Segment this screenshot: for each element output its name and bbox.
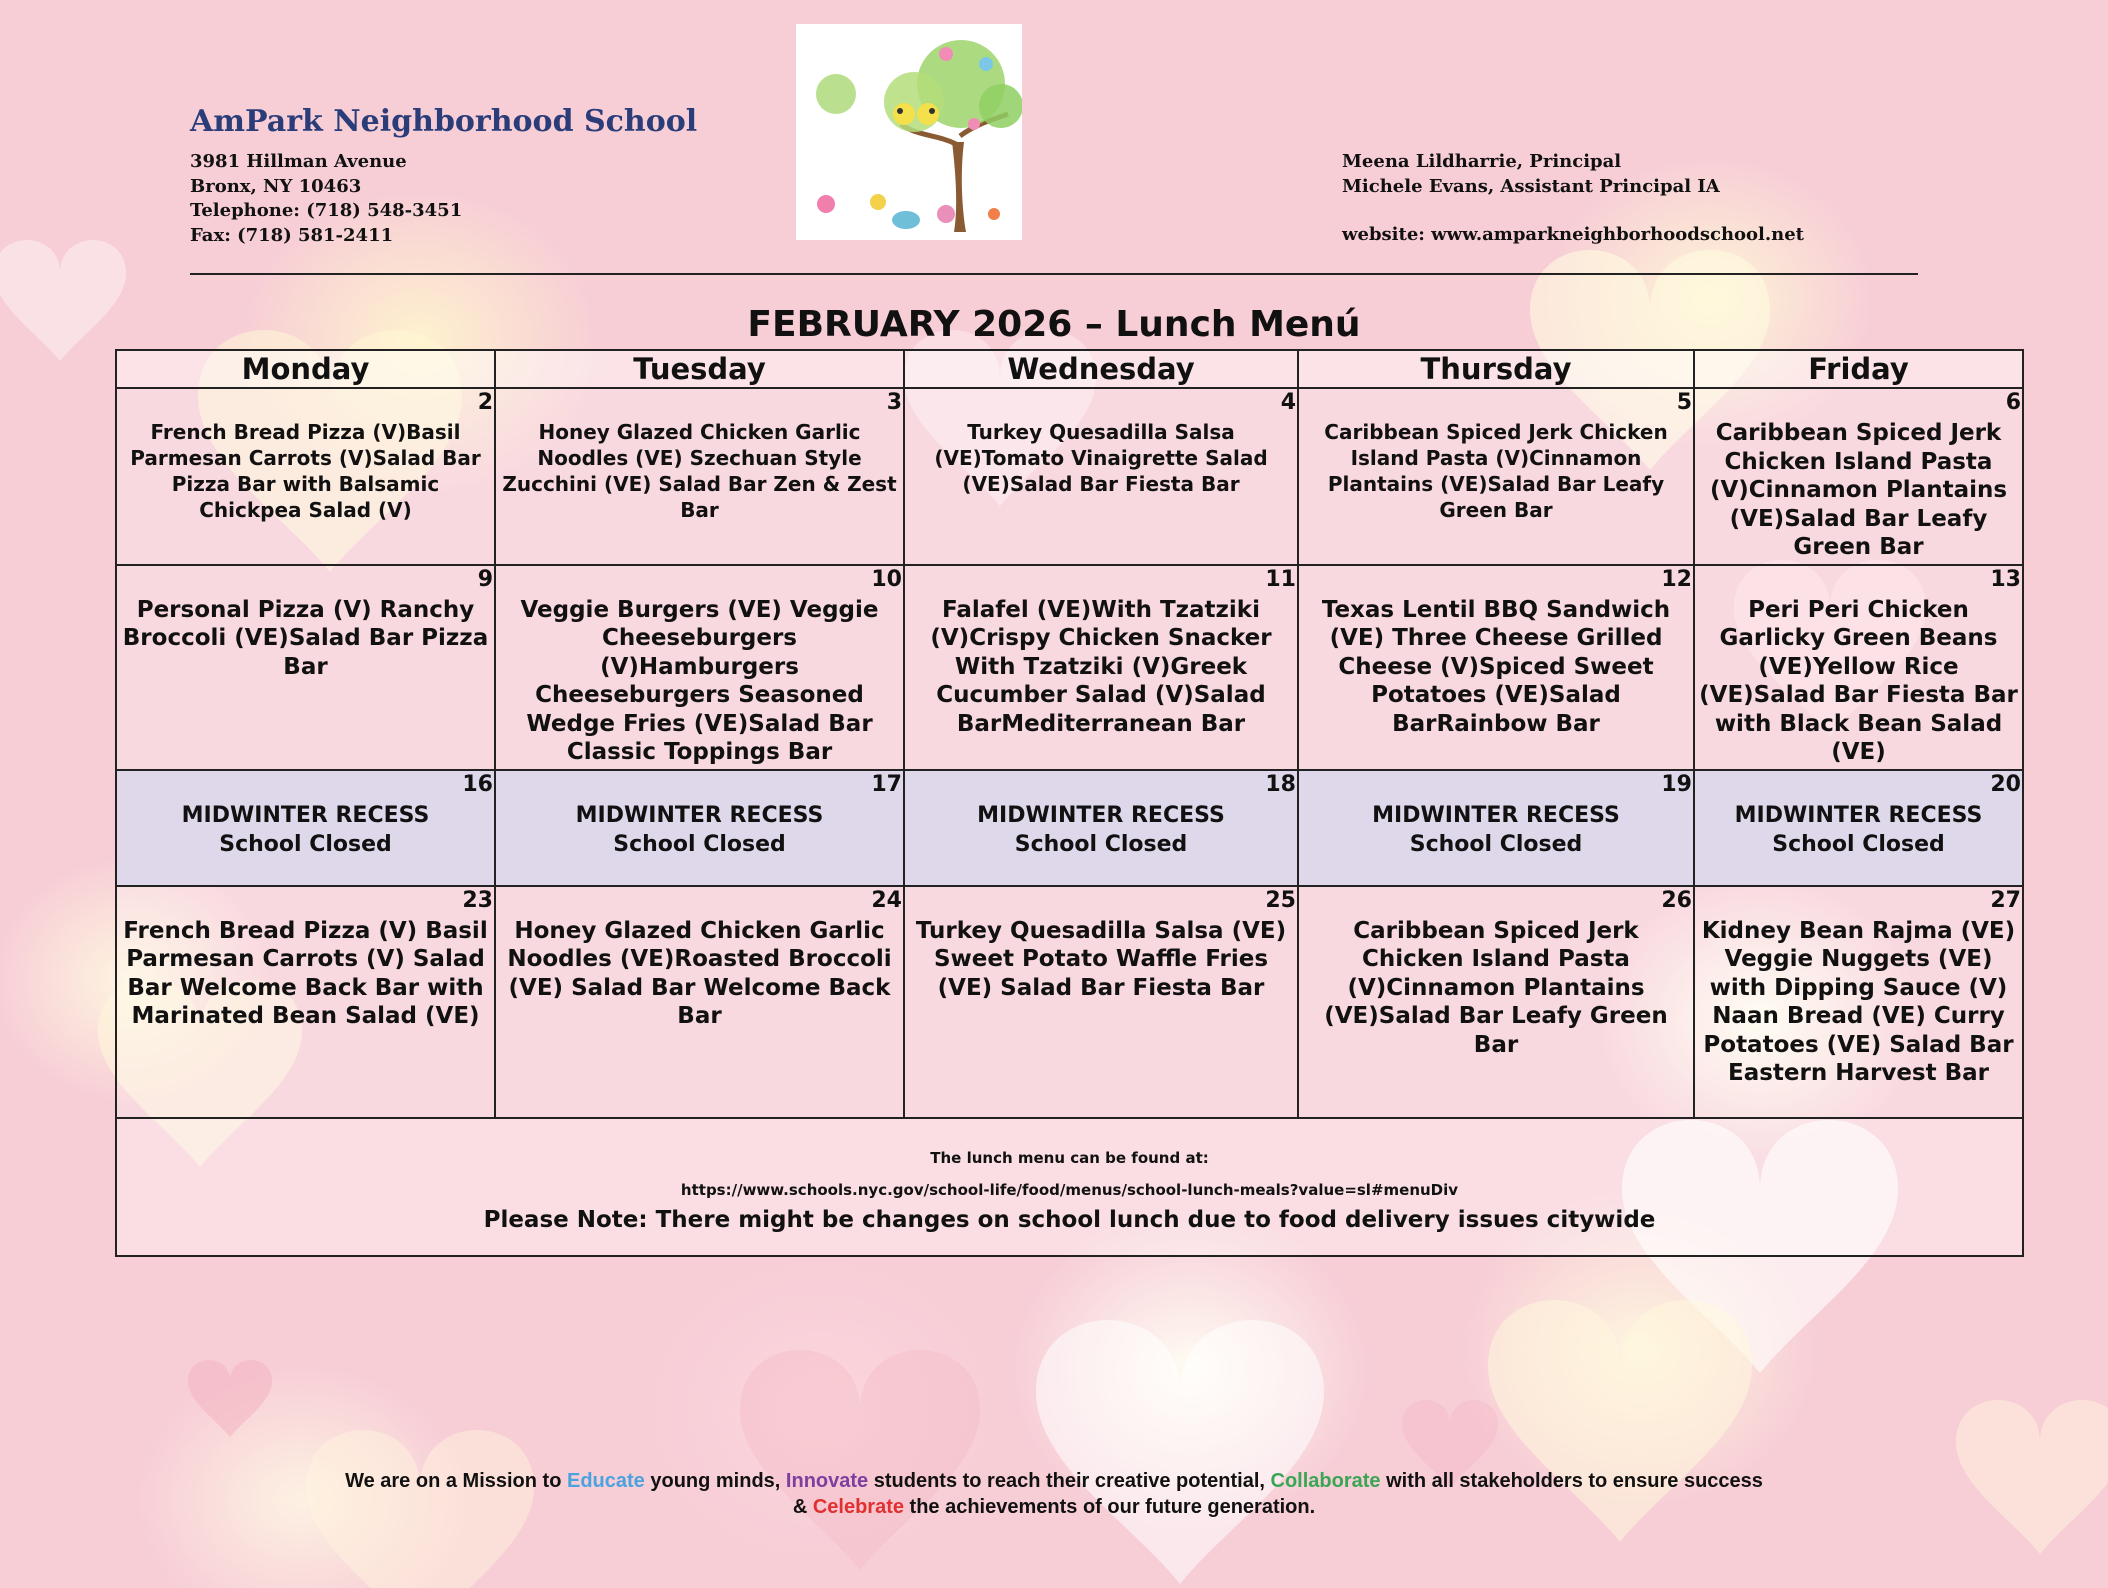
day-cell — [1298, 770, 1694, 886]
day-cell — [495, 388, 904, 565]
mission-innovate: Innovate — [785, 1470, 869, 1492]
mission-educate: Educate — [566, 1470, 645, 1492]
staff-info — [1342, 150, 1804, 248]
closed-label: School Closed — [1014, 831, 1188, 857]
day-cell — [1694, 565, 2023, 770]
mission-celebrate: Celebrate — [812, 1496, 904, 1518]
recess-label: MIDWINTER RECESS — [575, 802, 824, 828]
mission-text: students to reach their creative potential, — [868, 1470, 1271, 1492]
menu-text: Veggie Burgers (VE) Veggie Cheeseburgers (V)Hamburgers Cheeseburgers Seasoned Wedge Fries (VE)Salad Bar Classic Toppings Bar — [520, 596, 879, 765]
menu-text: Peri Peri Chicken Garlicky Green Beans (VE)Yellow Rice (VE)Salad Bar Fiesta Bar with Black Bean Salad (VE) — [1699, 596, 2018, 765]
day-cell — [116, 388, 495, 565]
week-row — [116, 565, 2023, 770]
day-number: 25 — [1265, 887, 1296, 913]
day-number: 6 — [2005, 390, 2021, 415]
day-number: 24 — [871, 887, 902, 913]
week-row — [116, 886, 2023, 1118]
day-cell — [116, 770, 495, 886]
day-cell — [1298, 886, 1694, 1118]
school-name: AmPark Neighborhood School — [190, 104, 698, 139]
recess-label: MIDWINTER RECESS — [1734, 802, 1983, 828]
day-cell — [495, 565, 904, 770]
telephone: Telephone: (718) 548-3451 — [190, 200, 463, 221]
footer-text: The lunch menu can be found at: — [930, 1148, 1209, 1167]
day-cell — [1694, 770, 2023, 886]
day-cell — [904, 770, 1298, 886]
recess-row — [116, 770, 2023, 886]
menu-text: French Bread Pizza (V)Basil Parmesan Carrots (V)Salad Bar Pizza Bar with Balsamic Chickpea Salad (V) — [130, 420, 481, 522]
day-cell — [1298, 565, 1694, 770]
menu-text: Turkey Quesadilla Salsa (VE) Sweet Potato Waffle Fries (VE) Salad Bar Fiesta Bar — [915, 917, 1287, 1001]
day-cell — [116, 565, 495, 770]
website: website: www.amparkneighborhoodschool.net — [1342, 224, 1804, 245]
day-number: 17 — [871, 771, 902, 797]
day-header: Thursday — [1298, 350, 1694, 388]
day-cell — [904, 388, 1298, 565]
day-number: 26 — [1661, 887, 1692, 913]
day-header: Monday — [116, 350, 495, 388]
footer-cell — [116, 1118, 2023, 1256]
assistant-principal: Michele Evans, Assistant Principal IA — [1342, 175, 1720, 197]
delivery-note: Please Note: There might be changes on school lunch due to food delivery issues citywide — [483, 1206, 1656, 1233]
day-number: 19 — [1661, 771, 1692, 797]
footer-row — [116, 1118, 2023, 1256]
owl-tree-icon — [796, 24, 1022, 240]
day-number: 2 — [477, 390, 493, 415]
day-number: 16 — [462, 771, 493, 797]
recess-label: MIDWINTER RECESS — [1372, 802, 1620, 828]
day-number: 5 — [1676, 390, 1692, 415]
menu-text: Falafel (VE)With Tzatziki (V)Crispy Chicken Snacker With Tzatziki (V)Greek Cucumber Salad (V)Salad BarMediterranean Bar — [930, 596, 1272, 737]
menu-text: Personal Pizza (V) Ranchy Broccoli (VE)Salad Bar Pizza Bar — [122, 596, 489, 680]
closed-label: School Closed — [1409, 831, 1583, 857]
day-number: 27 — [1990, 887, 2021, 913]
header-divider — [190, 273, 1918, 275]
recess-label: MIDWINTER RECESS — [181, 802, 430, 828]
mission-collaborate: Collaborate — [1270, 1470, 1381, 1492]
day-number: 23 — [462, 887, 493, 913]
week-row — [116, 388, 2023, 565]
school-address — [190, 150, 462, 248]
menu-text: Caribbean Spiced Jerk Chicken Island Pasta (V)Cinnamon Plantains (VE)Salad Bar Leafy Green Bar — [1324, 420, 1668, 522]
day-cell — [495, 770, 904, 886]
day-number: 18 — [1265, 771, 1296, 797]
page-title: FEBRUARY 2026 – Lunch Menú — [747, 304, 1361, 345]
mission-text: & — [792, 1496, 813, 1518]
menu-text: Kidney Bean Rajma (VE) Veggie Nuggets (VE) with Dipping Sauce (V) Naan Bread (VE) Curry Potatoes (VE) Salad Bar Eastern Harvest Bar — [1701, 917, 2016, 1086]
day-cell — [904, 886, 1298, 1118]
mission-text: We are on a Mission to — [345, 1470, 567, 1492]
menu-url-link[interactable]: https://www.schools.nyc.gov/school-life/food/menus/school-lunch-meals?value=sl#menuDiv — [680, 1180, 1459, 1199]
day-cell — [495, 886, 904, 1118]
lunch-calendar — [115, 349, 2024, 1257]
day-number: 13 — [1990, 566, 2021, 592]
mission-text: with all stakeholders to ensure success — [1380, 1470, 1763, 1492]
recess-label: MIDWINTER RECESS — [977, 802, 1225, 828]
day-header: Wednesday — [904, 350, 1298, 388]
day-cell — [1298, 388, 1694, 565]
menu-text: Honey Glazed Chicken Garlic Noodles (VE)Roasted Broccoli (VE) Salad Bar Welcome Back Bar — [507, 917, 892, 1029]
day-cell — [116, 886, 495, 1118]
menu-text: Texas Lentil BBQ Sandwich (VE) Three Cheese Grilled Cheese (V)Spiced Sweet Potatoes (VE)Salad BarRainbow Bar — [1321, 596, 1671, 737]
fax: Fax: (718) 581-2411 — [190, 224, 394, 246]
day-number: 3 — [886, 390, 902, 415]
day-number: 9 — [477, 566, 493, 592]
day-number: 10 — [871, 566, 902, 592]
day-header: Tuesday — [495, 350, 904, 388]
menu-text: French Bread Pizza (V) Basil Parmesan Carrots (V) Salad Bar Welcome Back Bar with Marinated Bean Salad (VE) — [123, 917, 488, 1029]
address-line: Bronx, NY 10463 — [190, 175, 362, 197]
day-number: 20 — [1990, 771, 2021, 797]
mission-text: young minds, — [644, 1470, 786, 1492]
day-number: 12 — [1661, 566, 1692, 592]
principal: Meena Lildharrie, Principal — [1342, 151, 1622, 172]
mission-text: the achievements of our future generation. — [903, 1496, 1316, 1518]
mission-statement — [0, 1468, 2108, 1520]
menu-text: Caribbean Spiced Jerk Chicken Island Pasta (V)Cinnamon Plantains (VE)Salad Bar Leafy Green Bar — [1324, 917, 1668, 1058]
day-cell — [1694, 388, 2023, 565]
day-cell — [1694, 886, 2023, 1118]
day-cell — [904, 565, 1298, 770]
menu-text: Caribbean Spiced Jerk Chicken Island Pasta (V)Cinnamon Plantains (VE)Salad Bar Leafy Green Bar — [1709, 420, 2008, 560]
closed-label: School Closed — [219, 831, 392, 857]
day-number: 4 — [1280, 390, 1296, 415]
address-line: 3981 Hillman Avenue — [190, 151, 407, 172]
menu-text: Turkey Quesadilla Salsa (VE)Tomato Vinaigrette Salad (VE)Salad Bar Fiesta Bar — [934, 420, 1268, 496]
closed-label: School Closed — [1772, 831, 1945, 857]
day-header-row — [116, 350, 2023, 388]
closed-label: School Closed — [613, 831, 786, 857]
menu-text: Honey Glazed Chicken Garlic Noodles (VE) Szechuan Style Zucchini (VE) Salad Bar Zen & Zest Bar — [502, 420, 897, 522]
day-header: Friday — [1694, 350, 2023, 388]
day-number: 11 — [1265, 566, 1296, 592]
